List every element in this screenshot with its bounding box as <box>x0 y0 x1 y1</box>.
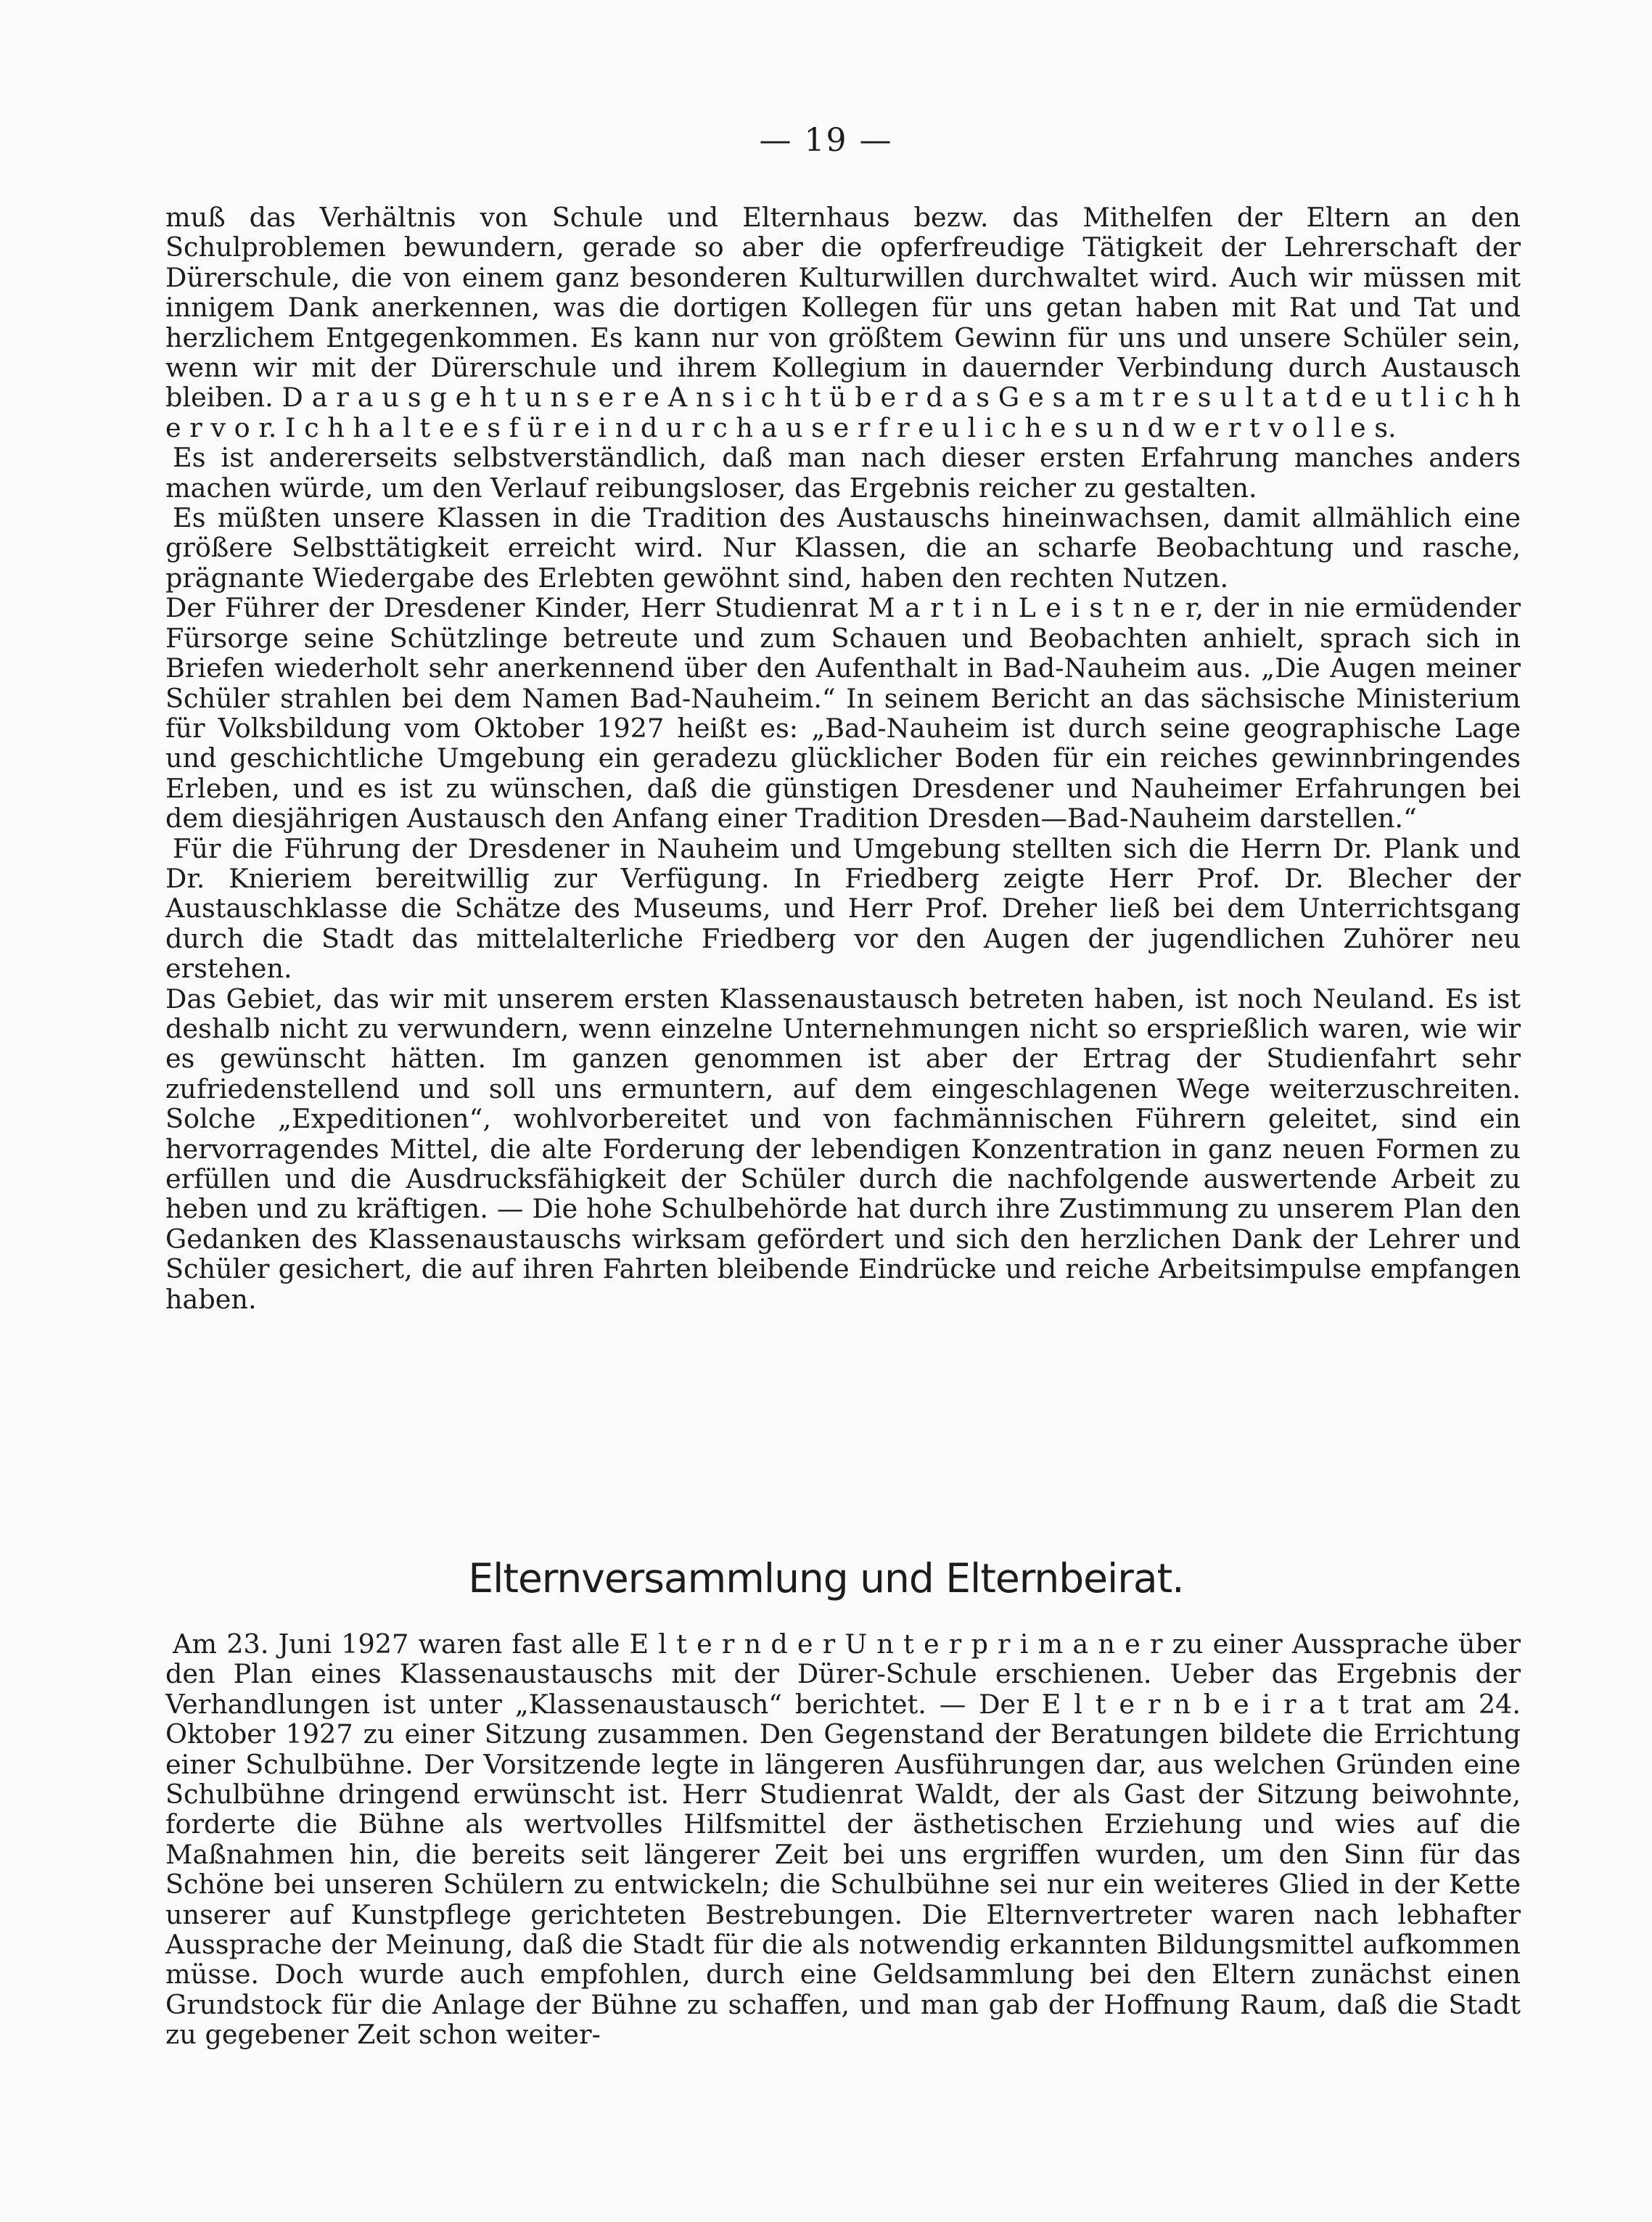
paragraph: muß das Verhältnis von Schule und Elternhaus bezw. das Mithelfen der Eltern an den Schulproblemen bewundern, gerade so aber die opferfreudige Tätigkeit der Lehrerschaft der Dürerschule, die von einem ganz besonderen Kulturwillen durchwaltet wird. Auch wir müssen mit innigem Dank anerkennen, was die dortigen Kollegen für uns getan haben mit Rat und Tat und herzlichem Entgegenkommen. Es kann nur von größtem Gewinn für uns und unsere Schüler sein, wenn wir mit der Dürerschule und ihrem Kollegium in dauernder Verbindung durch Austausch bleiben. D a r a u s g e h t u n s e r e A n s i c h t ü b e r d a s G e s a m t r e s u l t a t d e u t l i c h h e r v o r. I c h h a l t e e s f ü r e i n d u r c h a u s e r f r e u l i c h e s u n d w e r t v o l l e s. <box>165 202 1521 443</box>
page-number: — 19 — <box>759 122 893 159</box>
paragraph: Es ist andererseits selbstverständlich, daß man nach dieser ersten Erfahrung manches anders machen würde, um den Verlauf reibungsloser, das Ergebnis reicher zu gestalten. <box>165 442 1521 504</box>
paragraph: Am 23. Juni 1927 waren fast alle E l t e r n d e r U n t e r p r i m a n e r zu einer Aussprache über den Plan eines Klassenaustauschs mit der Dürer-Schule erschienen. Ueber das Ergebnis der Verhandlungen ist unter „Klassenaustausch“ berichtet. — Der E l t e r n b e i r a t trat am 24. Oktober 1927 zu einer Sitzung zusammen. Den Gegenstand der Beratungen bildete die Errichtung einer Schulbühne. Der Vorsitzende legte in längeren Ausführungen dar, aus welchen Gründen eine Schulbühne dringend erwünscht ist. Herr Studienrat Waldt, der als Gast der Sitzung beiwohnte, forderte die Bühne als wertvolles Hilfsmittel der ästhetischen Erziehung und wies auf die Maßnahmen hin, die bereits seit längerer Zeit bei uns ergriffen wurden, um den Sinn für das Schöne bei unseren Schülern zu entwickeln; die Schulbühne sei nur ein weiteres Glied in der Kette unserer auf Kunstpflege gerichteten Bestrebungen. Die Elternvertreter waren nach lebhafter Aussprache der Meinung, daß die Stadt für die als notwendig erkannten Bildungsmittel aufkommen müsse. Doch wurde auch empfohlen, durch eine Geldsammlung bei den Eltern zunächst einen Grundstock für die Anlage der Bühne zu schaffen, und man gab der Hoffnung Raum, daß die Stadt zu gegebener Zeit schon weiter- <box>165 1628 1521 2051</box>
paragraph: Das Gebiet, das wir mit unserem ersten Klassenaustausch betreten haben, ist noch Neuland. Es ist deshalb nicht zu verwundern, wenn einzelne Unternehmungen nicht so ersprießlich waren, wie wir es gewünscht hätten. Im ganzen genommen ist aber der Ertrag der Studienfahrt sehr zufriedenstellend und soll uns ermuntern, auf dem eingeschlagenen Wege weiterzuschreiten. Solche „Expeditionen“, wohlvorbereitet und von fachmännischen Führern geleitet, sind ein hervorragendes Mittel, die alte Forderung der lebendigen Konzentration in ganz neuen Formen zu erfüllen und die Ausdrucksfähigkeit der Schüler durch die nachfolgende auswertende Arbeit zu heben und zu kräftigen. — Die hohe Schulbehörde hat durch ihre Zustimmung zu unserem Plan den Gedanken des Klassenaustauschs wirksam gefördert und sich den herzlichen Dank der Lehrer und Schüler gesichert, die auf ihren Fahrten bleibende Eindrücke und reiche Arbeitsimpulse empfangen haben. <box>165 983 1521 1315</box>
paragraph: Für die Führung der Dresdener in Nauheim und Umgebung stellten sich die Herrn Dr. Plank und Dr. Knieriem bereitwillig zur Verfügung. In Friedberg zeigte Herr Prof. Dr. Blecher der Austauschklasse die Schätze des Museums, und Herr Prof. Dreher ließ bei dem Unterrichtsgang durch die Stadt das mittelalterliche Friedberg vor den Augen der jugendlichen Zuhörer neu erstehen. <box>165 832 1521 985</box>
section-heading: Elternversammlung und Elternbeirat. <box>468 1555 1184 1602</box>
paragraph: Der Führer der Dresdener Kinder, Herr Studienrat M a r t i n L e i s t n e r, der in nie ermüdender Fürsorge seine Schützlinge betreute und zum Schauen und Beobachten anhielt, sprach sich in Briefen wiederholt sehr anerkennend über den Aufenthalt in Bad-Nauheim aus. „Die Augen meiner Schüler strahlen bei dem Namen Bad-Nauheim.“ In seinem Bericht an das sächsische Ministerium für Volksbildung vom Oktober 1927 heißt es: „Bad-Nauheim ist durch seine geographische Lage und geschichtliche Umgebung ein geradezu glücklicher Boden für ein reiches gewinnbringendes Erleben, und es ist zu wünschen, daß die günstigen Dresdener und Nauheimer Erfahrungen bei dem diesjährigen Austausch den Anfang einer Tradition Dresden—Bad-Nauheim darstellen.“ <box>165 592 1521 835</box>
body-text-section-1 <box>165 202 1521 1314</box>
paragraph: Es müßten unsere Klassen in die Tradition des Austauschs hineinwachsen, damit allmählich eine größere Selbsttätigkeit erreicht wird. Nur Klassen, die an scharfe Beobachtung und rasche, prägnante Wiedergabe des Erlebten gewöhnt sind, haben den rechten Nutzen. <box>165 502 1521 594</box>
body-text-section-2 <box>165 1629 1521 2050</box>
